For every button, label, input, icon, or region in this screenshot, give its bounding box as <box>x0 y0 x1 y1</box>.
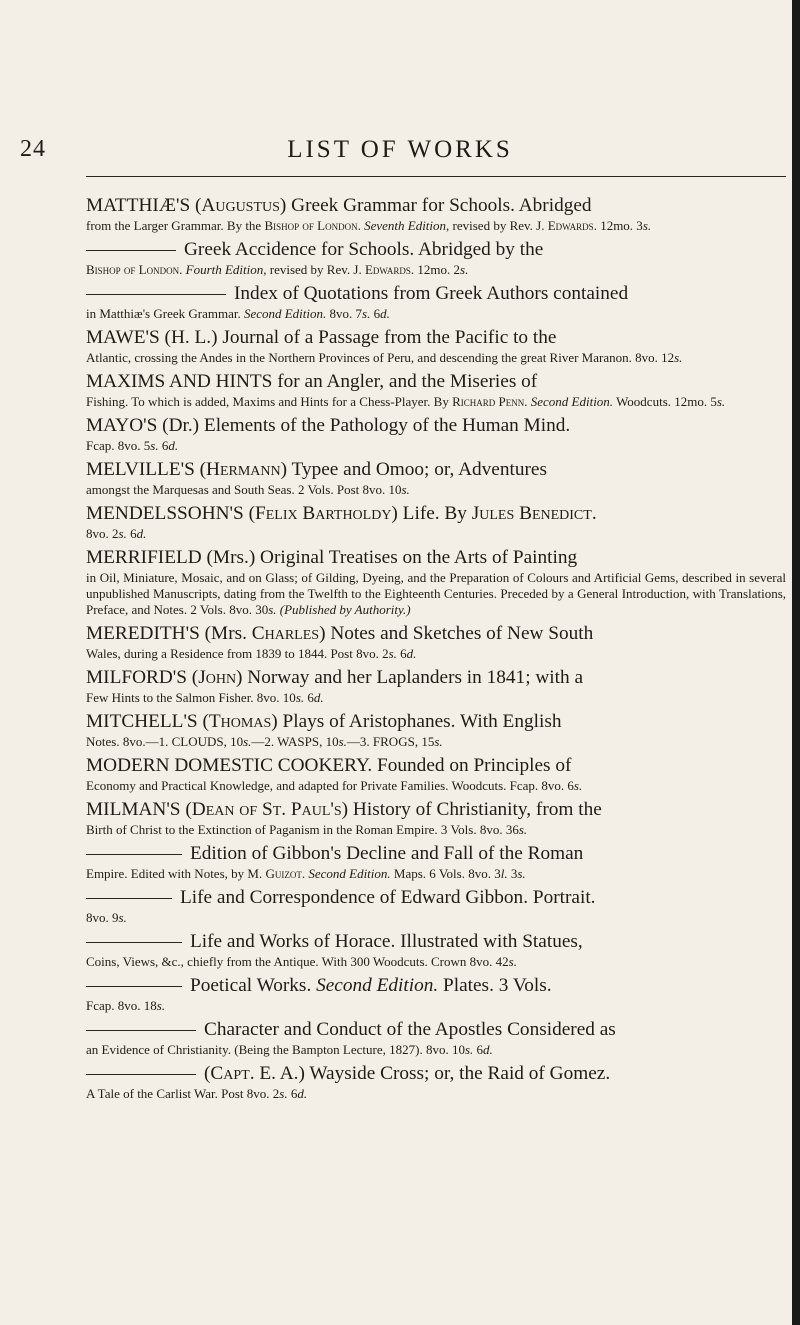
entry-details: Birth of Christ to the Extinction of Paganism in the Roman Empire. 3 Vols. 8vo. 36s. <box>86 822 528 837</box>
entry-title: Poetical Works. Second Edition. Plates. 3 Vols. <box>86 974 786 998</box>
entry-details: Economy and Practical Knowledge, and adapted for Private Families. Woodcuts. Fcap. 8vo. 6s. <box>86 778 583 793</box>
catalogue-entry <box>86 666 786 706</box>
italic-text: s. <box>716 394 726 409</box>
entry-details: Wales, during a Residence from 1839 to 1844. Post 8vo. 2s. 6d. <box>86 646 417 661</box>
catalogue-entry <box>86 754 786 794</box>
entry-title: MAXIMS AND HINTS for an Angler, and the Miseries of <box>86 371 538 392</box>
ditto-dash <box>86 1074 196 1075</box>
italic-text: Fourth Edition, <box>185 262 267 277</box>
small-caps-name: (John) <box>191 667 243 688</box>
small-caps-name: Jules Benedict <box>471 503 592 524</box>
catalogue-entry <box>86 1062 786 1102</box>
small-caps-name: Edwards <box>364 262 411 277</box>
entry-title: MITCHELL'S (Thomas) Plays of Aristophanes. With English <box>86 711 562 732</box>
italic-text: s. <box>156 998 166 1013</box>
ditto-dash <box>86 1030 196 1031</box>
catalogue-entry <box>86 710 786 750</box>
catalogue-entry <box>86 414 786 454</box>
italic-text: d. <box>313 690 324 705</box>
italic-text: d. <box>380 306 390 321</box>
italic-text: l. <box>500 866 508 881</box>
italic-text: d. <box>136 526 147 541</box>
entry-details: from the Larger Grammar. By the Bishop of London. Seventh Edition, revised by Rev. J. Edwards. 12mo. 3s. <box>86 218 652 233</box>
entry-title: MODERN DOMESTIC COOKERY. Founded on Principles of <box>86 755 572 776</box>
entry-details: an Evidence of Christianity. (Being the Bampton Lecture, 1827). 8vo. 10s. 6d. <box>86 1042 493 1057</box>
italic-text: d. <box>406 646 417 661</box>
catalogue-entries <box>86 194 786 1106</box>
italic-text: s. <box>268 602 277 617</box>
italic-text: (Published by Authority.) <box>279 602 411 617</box>
ditto-dash <box>86 250 176 251</box>
catalogue-entry <box>86 842 786 882</box>
ditto-dash <box>86 942 182 943</box>
italic-text: s. <box>460 262 469 277</box>
italic-text: d. <box>297 1086 308 1101</box>
catalogue-entry <box>86 886 786 926</box>
italic-text: Second Edition. <box>316 975 439 996</box>
italic-text: s. <box>388 646 397 661</box>
small-caps-name: (Dean of St. Paul's) <box>185 799 349 820</box>
small-caps-name: Capt. E. A. <box>210 1063 299 1084</box>
ditto-dash <box>86 854 182 855</box>
italic-text: s. <box>518 822 528 837</box>
entry-title: Greek Accidence for Schools. Abridged by the <box>86 238 786 262</box>
entry-details: Fishing. To which is added, Maxims and Hints for a Chess-Player. By Richard Penn. Second Edition. Woodcuts. 12mo. 5s. <box>86 394 726 409</box>
entry-details: Empire. Edited with Notes, by M. Guizot. Second Edition. Maps. 6 Vols. 8vo. 3l. 3s. <box>86 866 526 881</box>
catalogue-entry <box>86 622 786 662</box>
ditto-dash <box>86 986 182 987</box>
entry-details: Fcap. 8vo. 5s. 6d. <box>86 438 179 453</box>
italic-text: d. <box>168 438 179 453</box>
small-caps-name: Bishop of London <box>86 262 180 277</box>
small-caps-name: (Hermann) <box>199 459 288 480</box>
header-rule <box>86 176 786 177</box>
italic-text: Seventh Edition, <box>364 218 450 233</box>
italic-text: s. <box>150 438 159 453</box>
entry-title: Character and Conduct of the Apostles Considered as <box>86 1018 786 1042</box>
italic-text: s. <box>401 482 410 497</box>
small-caps-name: Guizot <box>265 866 302 881</box>
entry-details: Bishop of London. Fourth Edition, revised by Rev. J. Edwards. 12mo. 2s. <box>86 262 469 277</box>
entry-details: in Oil, Miniature, Mosaic, and on Glass; of Gilding, Dyeing, and the Preparation of Colours and Artificial Gems, described in several unpublished Manuscripts, dating from the Twelfth to the Eighteenth Centuries. Preceded by a General Introduction, with Translations, Preface, and Notes. 2 Vols. 8vo. 30s. (Published by Authority.) <box>86 570 786 617</box>
page-edge-shadow <box>792 0 800 1325</box>
small-caps-name: (Felix Bartholdy) <box>248 503 398 524</box>
catalogue-entry <box>86 798 786 838</box>
entry-title: MELVILLE'S (Hermann) Typee and Omoo; or, Adventures <box>86 459 547 480</box>
italic-text: s. <box>642 218 652 233</box>
italic-text: s. <box>118 526 127 541</box>
entry-title: MEREDITH'S (Mrs. Charles) Notes and Sketches of New South <box>86 623 594 644</box>
entry-title: Life and Correspondence of Edward Gibbon. Portrait. <box>86 886 786 910</box>
italic-text: s. <box>243 734 252 749</box>
italic-text: s. <box>118 910 127 925</box>
small-caps-name: Charles <box>251 623 320 644</box>
ditto-dash <box>86 294 226 295</box>
entry-details: Few Hints to the Salmon Fisher. 8vo. 10s. 6d. <box>86 690 324 705</box>
small-caps-name: Bishop of London <box>264 218 358 233</box>
italic-text: Second Edition. <box>308 866 391 881</box>
entry-title: MATTHIÆ'S (Augustus) Greek Grammar for Schools. Abridged <box>86 195 592 216</box>
italic-text: s. <box>362 306 371 321</box>
italic-text: s. <box>573 778 583 793</box>
italic-text: s. <box>674 350 683 365</box>
catalogue-entry <box>86 502 786 542</box>
entry-title: MILFORD'S (John) Norway and her Laplanders in 1841; with a <box>86 667 584 688</box>
catalogue-entry <box>86 370 786 410</box>
catalogue-entry <box>86 458 786 498</box>
page-number: 24 <box>20 136 46 162</box>
small-caps-name: Edwards <box>547 218 594 233</box>
italic-text: s. <box>434 734 443 749</box>
italic-text: s. <box>508 954 517 969</box>
italic-text: Second Edition. <box>243 306 327 321</box>
entry-title: Life and Works of Horace. Illustrated with Statues, <box>86 930 786 954</box>
entry-title: MERRIFIELD (Mrs.) Original Treatises on the Arts of Painting <box>86 547 578 568</box>
catalogue-entry <box>86 930 786 970</box>
entry-title: MENDELSSOHN'S (Felix Bartholdy) Life. By Jules Benedict. <box>86 503 597 524</box>
italic-text: s. <box>338 734 347 749</box>
catalogue-entry <box>86 194 786 234</box>
italic-text: s. <box>295 690 305 705</box>
catalogue-entry <box>86 238 786 278</box>
catalogue-entry <box>86 282 786 322</box>
entry-title: MILMAN'S (Dean of St. Paul's) History of Christianity, from the <box>86 799 602 820</box>
entry-details: amongst the Marquesas and South Seas. 2 Vols. Post 8vo. 10s. <box>86 482 410 497</box>
entry-details: Fcap. 8vo. 18s. <box>86 998 166 1013</box>
italic-text: d. <box>483 1042 493 1057</box>
running-head: LIST OF WORKS <box>287 136 513 163</box>
entry-title: MAYO'S (Dr.) Elements of the Pathology of the Human Mind. <box>86 415 571 436</box>
entry-details: 8vo. 2s. 6d. <box>86 526 147 541</box>
italic-text: s. <box>279 1086 288 1101</box>
entry-details: in Matthiæ's Greek Grammar. Second Edition. 8vo. 7s. 6d. <box>86 306 390 321</box>
entry-details: Notes. 8vo.—1. CLOUDS, 10s.—2. WASPS, 10s.—3. FROGS, 15s. <box>86 734 443 749</box>
small-caps-name: Richard Penn <box>452 394 525 409</box>
entry-title: Edition of Gibbon's Decline and Fall of the Roman <box>86 842 786 866</box>
italic-text: s. <box>517 866 526 881</box>
entry-details: Coins, Views, &c., chiefly from the Antique. With 300 Woodcuts. Crown 8vo. 42s. <box>86 954 517 969</box>
italic-text: s. <box>464 1042 474 1057</box>
catalogue-entry <box>86 326 786 366</box>
entry-details: A Tale of the Carlist War. Post 8vo. 2s. 6d. <box>86 1086 308 1101</box>
catalogue-entry <box>86 1018 786 1058</box>
catalogue-entry <box>86 546 786 618</box>
entry-title: Index of Quotations from Greek Authors contained <box>86 282 786 306</box>
small-caps-name: (Augustus) <box>195 195 287 216</box>
catalogue-entry <box>86 974 786 1014</box>
italic-text: Second Edition. <box>530 394 614 409</box>
entry-details: Atlantic, crossing the Andes in the Northern Provinces of Peru, and descending the great River Maranon. 8vo. 12s. <box>86 350 683 365</box>
small-caps-name: (Thomas) <box>202 711 278 732</box>
ditto-dash <box>86 898 172 899</box>
entry-title: (Capt. E. A.) Wayside Cross; or, the Raid of Gomez. <box>86 1062 786 1086</box>
entry-details: 8vo. 9s. <box>86 910 127 925</box>
entry-title: MAWE'S (H. L.) Journal of a Passage from the Pacific to the <box>86 327 557 348</box>
